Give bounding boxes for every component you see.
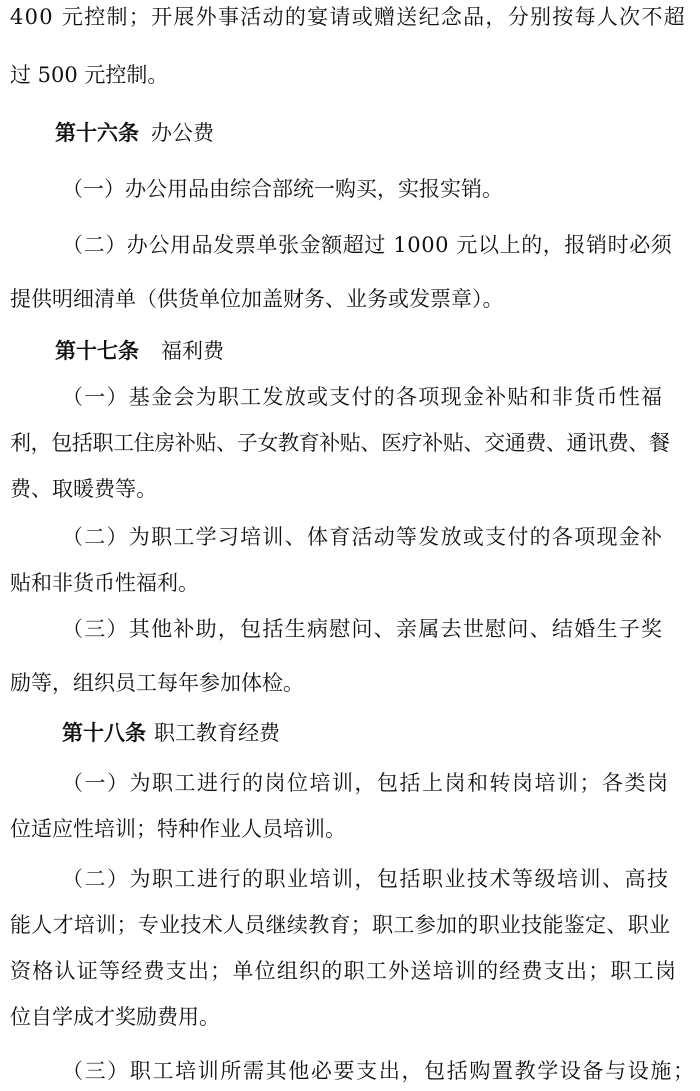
- paragraph-line: 贴和非货币性福利。: [10, 571, 199, 595]
- paragraph-line: 励等，组织员工每年参加体检。: [10, 671, 304, 695]
- paragraph-line: 400 元控制；开展外事活动的宴请或赠送纪念品，分别按每人次不超: [10, 5, 687, 29]
- article-title: 福利费: [161, 339, 224, 363]
- paragraph-line: 提供明细清单（供货单位加盖财务、业务或发票章）。: [10, 287, 504, 311]
- article-title: 职工教育经费: [154, 721, 280, 745]
- paragraph-line: 位自学成才奖励费用。: [10, 1005, 220, 1029]
- paragraph-line: 过 500 元控制。: [10, 63, 169, 87]
- paragraph-line: （二）办公用品发票单张金额超过 1000 元以上的，报销时必须: [62, 233, 673, 257]
- section-heading: [55, 336, 224, 366]
- paragraph-line: 利，包括职工住房补贴、子女教育补贴、医疗补贴、交通费、通讯费、餐: [10, 431, 670, 455]
- paragraph-line: 能人才培训；专业技术人员继续教育；职工参加的职业技能鉴定、职业: [10, 913, 671, 937]
- paragraph-line: （二）为职工学习培训、体育活动等发放或支付的各项现金补: [62, 525, 664, 549]
- paragraph-line: （三）职工培训所需其他必要支出，包括购置教学设备与设施；: [62, 1059, 696, 1083]
- paragraph-line: （一）为职工进行的岗位培训，包括上岗和转岗培训；各类岗: [62, 771, 670, 795]
- article-number: 第十七条: [55, 338, 139, 363]
- paragraph-line: （一）基金会为职工发放或支付的各项现金补贴和非货币性福: [62, 385, 664, 409]
- section-heading: [55, 118, 214, 148]
- paragraph-line: 费、取暖费等。: [10, 477, 157, 501]
- paragraph-line: （二）为职工进行的职业培训，包括职业技术等级培训、高技: [62, 867, 670, 891]
- paragraph-line: 位适应性培训；特种作业人员培训。: [10, 817, 346, 841]
- article-number: 第十六条: [55, 120, 139, 145]
- paragraph-line: 资格认证等经费支出；单位组织的职工外送培训的经费支出；职工岗: [10, 959, 678, 983]
- section-heading: [62, 718, 280, 748]
- paragraph-line: （一）办公用品由综合部统一购买，实报实销。: [62, 177, 503, 201]
- article-number: 第十八条: [62, 720, 146, 745]
- paragraph-line: （三）其他补助，包括生病慰问、亲属去世慰问、结婚生子奖: [62, 617, 664, 641]
- article-title: 办公费: [151, 121, 214, 145]
